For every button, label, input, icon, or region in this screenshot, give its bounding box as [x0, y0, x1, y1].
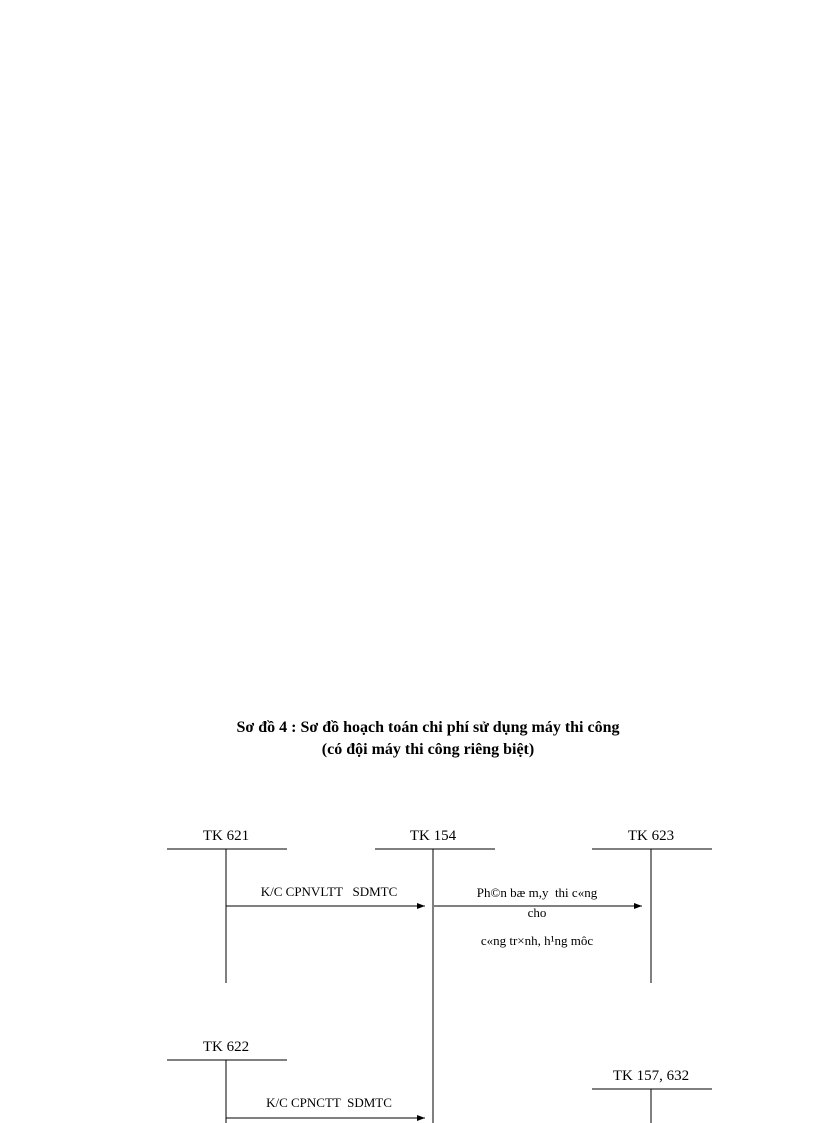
account-tk154: TK 154 — [409, 828, 457, 844]
account-tk157-632: TK 157, 632 — [612, 1068, 690, 1084]
diagram-subtitle: (có đội máy thi công riêng biệt) — [321, 741, 535, 758]
flow-label-154-623-line1: Ph©n bæ m,y thi c«ng — [476, 885, 598, 900]
diagram-title: Sơ đồ 4 : Sơ đồ hoạch toán chi phí sử dụng máy thi công — [236, 719, 620, 736]
flow-label-154-623-line2: cho — [527, 905, 547, 920]
account-tk622: TK 622 — [202, 1039, 250, 1055]
flow-label-622-154: K/C CPNCTT SDMTC — [266, 1095, 392, 1110]
account-tk621: TK 621 — [202, 828, 250, 844]
flow-label-621-154: K/C CPNVLTT SDMTC — [260, 884, 398, 899]
account-tk623: TK 623 — [627, 828, 675, 844]
flow-label-154-623-line3: c«ng tr×nh, h¹ng môc — [480, 933, 594, 948]
